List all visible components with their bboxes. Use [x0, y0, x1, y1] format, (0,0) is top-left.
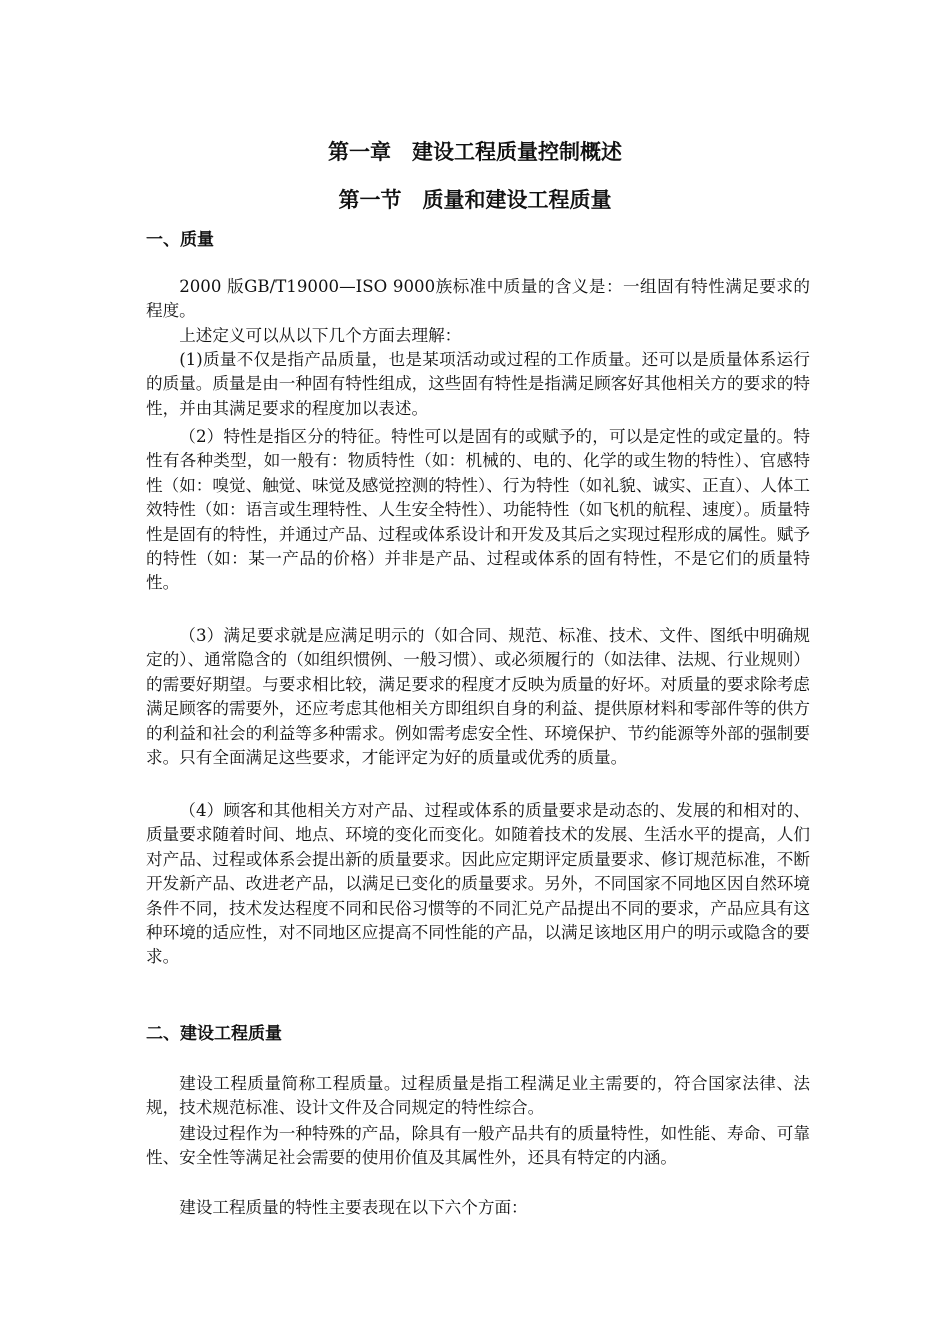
paragraph: (1)质量不仅是指产品质量，也是某项活动或过程的工作质量。还可以是质量体系运行的质量。质量是由一种固有特性组成，这些固有特性是指满足顾客好其他相关方的要求的特性，并由其满足要求的程度加以表述。	[146, 350, 810, 418]
paragraph: 2000 版GB/T19000—ISO 9000族标准中质量的含义是：一组固有特性满足要求的程度。	[146, 277, 810, 321]
paragraph: 建设过程作为一种特殊的产品，除具有一般产品共有的质量特性，如性能、寿命、可靠性、安全性等满足社会需要的使用价值及其属性外，还具有特定的内涵。	[146, 1124, 810, 1168]
paragraph: 建设工程质量的特性主要表现在以下六个方面：	[179, 1198, 528, 1217]
heading-construction-quality: 二、建设工程质量	[146, 1024, 282, 1044]
paragraph: （2）特性是指区分的特征。特性可以是固有的或赋予的，可以是定性的或定量的。特性有各种类型，如一般有：物质特性（如：机械的、电的、化学的或生物的特性）、官感特性（如：嗅觉、触觉、味觉及感觉控测的特性）、行为特性（如礼貌、诚实、正直）、人体工效特性（如：语言或生理特性、人生安全特性）、功能特性（如飞机的航程、速度）。质量特性是固有的特性，并通过产品、过程或体系设计和开发及其后之实现过程形成的属性。赋予的特性（如：某一产品的价格）并非是产品、过程或体系的固有特性，不是它们的质量特性。	[146, 427, 810, 593]
paragraph: 建设工程质量简称工程质量。过程质量是指工程满足业主需要的，符合国家法律、法规，技术规范标准、设计文件及合同规定的特性综合。	[146, 1074, 810, 1118]
chapter-title: 第一章 建设工程质量控制概述	[328, 139, 622, 164]
paragraph: （4）顾客和其他相关方对产品、过程或体系的质量要求是动态的、发展的和相对的、质量要求随着时间、地点、环境的变化而变化。如随着技术的发展、生活水平的提高，人们对产品、过程或体系会提出新的质量要求。因此应定期评定质量要求、修订规范标准，不断开发新产品、改进老产品，以满足已变化的质量要求。另外，不同国家不同地区因自然环境条件不同，技术发达程度不同和民俗习惯等的不同汇兑产品提出不同的要求，产品应具有这种环境的适应性，对不同地区应提高不同性能的产品，以满足该地区用户的明示或隐含的要求。	[146, 801, 810, 967]
section-title: 第一节 质量和建设工程质量	[338, 187, 612, 212]
paragraph: 上述定义可以从以下几个方面去理解：	[179, 326, 462, 345]
heading-quality: 一、质量	[146, 230, 214, 250]
paragraph: （3）满足要求就是应满足明示的（如合同、规范、标准、技术、文件、图纸中明确规定的）、通常隐含的（如组织惯例、一般习惯）、或必须履行的（如法律、法规、行业规则）的需要好期望。与要求相比较，满足要求的程度才反映为质量的好坏。对质量的要求除考虑满足顾客的需要外，还应考虑其他相关方即组织自身的利益、提供原材料和零部件等的供方的利益和社会的利益等多种需求。例如需考虑安全性、环境保护、节约能源等外部的强制要求。只有全面满足这些要求，才能评定为好的质量或优秀的质量。	[146, 626, 810, 768]
